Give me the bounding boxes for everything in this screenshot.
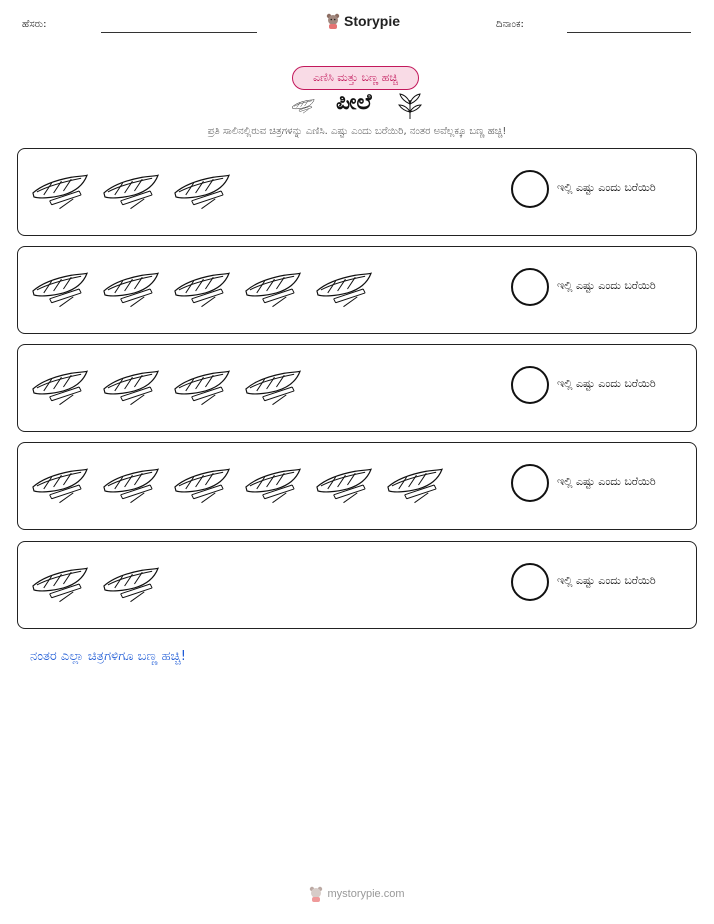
count-row bbox=[17, 541, 697, 629]
page-header bbox=[0, 0, 714, 40]
canoe-icon[interactable] bbox=[30, 269, 89, 309]
canoe-icon[interactable] bbox=[30, 465, 89, 505]
canoe-icon[interactable] bbox=[30, 367, 89, 407]
canoe-icon[interactable] bbox=[30, 171, 89, 211]
title-row bbox=[0, 90, 714, 122]
activity-pill: ಎಣಿಸಿ ಮತ್ತು ಬಣ್ಣ ಹಚ್ಚಿ bbox=[292, 66, 419, 90]
count-row bbox=[17, 148, 697, 236]
answer-circle[interactable] bbox=[511, 268, 549, 306]
canoe-icon[interactable] bbox=[101, 465, 160, 505]
write-count-label: ಇಲ್ಲಿ ಎಷ್ಟು ಎಂದು ಬರೆಯಿರಿ bbox=[557, 574, 656, 587]
bear-mascot-icon bbox=[326, 13, 340, 29]
canoe-icon[interactable] bbox=[172, 367, 231, 407]
page-title: ಪೀಲೆ bbox=[336, 90, 372, 115]
count-row bbox=[17, 246, 697, 334]
picture-group bbox=[30, 269, 373, 309]
answer-circle[interactable] bbox=[511, 464, 549, 502]
canoe-icon[interactable] bbox=[30, 564, 89, 604]
name-label: ಹೆಸರು: bbox=[22, 19, 47, 30]
date-label: ದಿನಾಂಕ: bbox=[496, 19, 524, 30]
bear-mascot-icon bbox=[309, 886, 323, 902]
picture-group bbox=[30, 171, 231, 211]
count-row bbox=[17, 344, 697, 432]
canoe-icon bbox=[288, 98, 318, 114]
answer-circle[interactable] bbox=[511, 170, 549, 208]
canoe-icon[interactable] bbox=[101, 269, 160, 309]
name-line[interactable] bbox=[101, 32, 257, 33]
count-row bbox=[17, 442, 697, 530]
canoe-icon[interactable] bbox=[101, 367, 160, 407]
answer-circle[interactable] bbox=[511, 563, 549, 601]
write-count-label: ಇಲ್ಲಿ ಎಷ್ಟು ಎಂದು ಬರೆಯಿರಿ bbox=[557, 181, 656, 194]
page-footer bbox=[0, 886, 714, 902]
canoe-icon[interactable] bbox=[385, 465, 444, 505]
canoe-icon[interactable] bbox=[101, 171, 160, 211]
canoe-icon[interactable] bbox=[243, 367, 302, 407]
picture-group bbox=[30, 367, 302, 407]
write-count-label: ಇಲ್ಲಿ ಎಷ್ಟು ಎಂದು ಬರೆಯಿರಿ bbox=[557, 475, 656, 488]
write-count-label: ಇಲ್ಲಿ ಎಷ್ಟು ಎಂದು ಬರೆಯಿರಿ bbox=[557, 279, 656, 292]
canoe-icon[interactable] bbox=[314, 269, 373, 309]
canoe-icon[interactable] bbox=[101, 564, 160, 604]
footer-site: mystorypie.com bbox=[327, 888, 405, 900]
instructions: ಪ್ರತಿ ಸಾಲಿನಲ್ಲಿರುವ ಚಿತ್ರಗಳನ್ನು ಎಣಿಸಿ. ಎಷ್ಟು ಎಂದು ಬರೆಯಿರಿ, ನಂತರ ಅವೆಲ್ಲಕ್ಕೂ ಬಣ್ಣ ಹಚ್ಚಿ! bbox=[207, 126, 507, 137]
canoe-icon[interactable] bbox=[172, 269, 231, 309]
picture-group bbox=[30, 465, 444, 505]
canoe-icon[interactable] bbox=[172, 465, 231, 505]
brand-logo bbox=[326, 13, 400, 29]
picture-group bbox=[30, 564, 160, 604]
footer-note: ನಂತರ ಎಲ್ಲಾ ಚಿತ್ರಗಳಿಗೂ ಬಣ್ಣ ಹಚ್ಚಿ! bbox=[30, 649, 186, 664]
answer-circle[interactable] bbox=[511, 366, 549, 404]
canoe-icon[interactable] bbox=[172, 171, 231, 211]
plant-icon bbox=[397, 92, 423, 120]
write-count-label: ಇಲ್ಲಿ ಎಷ್ಟು ಎಂದು ಬರೆಯಿರಿ bbox=[557, 377, 656, 390]
date-line[interactable] bbox=[567, 32, 691, 33]
brand-name: Storypie bbox=[344, 13, 401, 29]
canoe-icon[interactable] bbox=[243, 465, 302, 505]
canoe-icon[interactable] bbox=[314, 465, 373, 505]
canoe-icon[interactable] bbox=[243, 269, 302, 309]
